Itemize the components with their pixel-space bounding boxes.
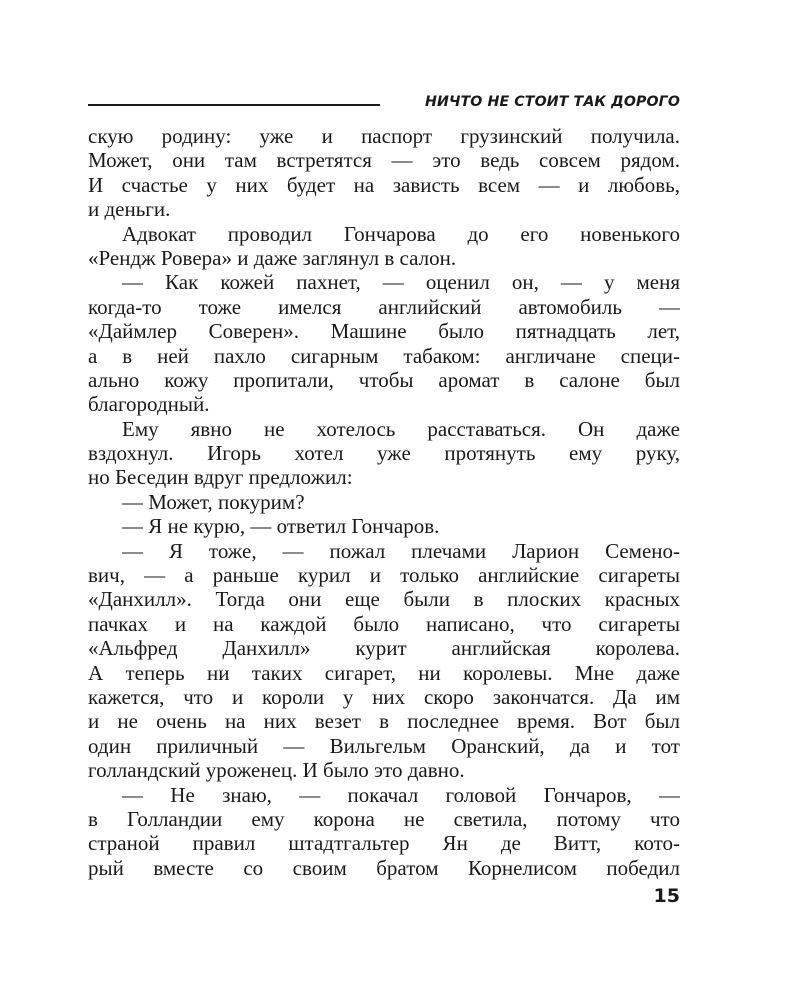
text-line: страной правил штадтгальтер Ян де Витт, кото-	[88, 831, 680, 856]
text-line: «Рендж Ровера» и даже заглянул в салон.	[88, 245, 457, 270]
text-line: — Не знаю, — покачал головой Гончаров, —	[122, 782, 680, 807]
running-title: НИЧТО НЕ СТОИТ ТАК ДОРОГО	[425, 94, 680, 110]
text-line: но Беседин вдруг предложил:	[88, 465, 353, 490]
text-line: И счастье у них будет на зависть всем — и любовь,	[88, 172, 680, 197]
text-line: ально кожу пропитали, чтобы аромат в салоне был	[88, 367, 680, 392]
text-line: а в ней пахло сигарным табаком: англичане специ-	[88, 343, 680, 368]
text-line: — Как кожей пахнет, — оценил он, — у меня	[122, 270, 680, 295]
text-line: вич, — а раньше курил и только английские сигареты	[88, 563, 680, 588]
text-line: и деньги.	[88, 197, 171, 222]
text-line: в Голландии ему корона не светила, потому что	[88, 806, 680, 831]
text-line: рый вместе со своим братом Корнелисом победил	[88, 855, 680, 880]
text-line: — Я не курю, — ответил Гончаров.	[122, 514, 440, 539]
text-line: Адвокат проводил Гончарова до его новенького	[122, 221, 680, 246]
text-line: скую родину: уже и паспорт грузинский получила.	[88, 124, 680, 148]
text-line: «Данхилл». Тогда они еще были в плоских красных	[88, 587, 680, 612]
text-line: «Альфред Данхилл» курит английская королева.	[88, 636, 680, 661]
text-line: — Может, покурим?	[122, 489, 305, 514]
text-line: А теперь ни таких сигарет, ни королевы. Мне даже	[88, 660, 680, 685]
text-line: кажется, что и короли у них скоро закончатся. Да им	[88, 684, 680, 709]
text-line: голландский уроженец. И было это давно.	[88, 758, 465, 783]
header-rule	[88, 104, 380, 106]
text-line: — Я тоже, — пожал плечами Ларион Семено-	[122, 538, 680, 563]
page-number: 15	[653, 885, 680, 907]
text-line: Может, они там встретятся — это ведь совсем рядом.	[88, 148, 680, 173]
text-line: и не очень на них везет в последнее время. Вот был	[88, 709, 680, 734]
body-text	[88, 124, 680, 880]
text-line: «Даймлер Соверен». Машине было пятнадцать лет,	[88, 319, 680, 344]
text-line: когда-то тоже имелся английский автомобиль —	[88, 294, 680, 319]
text-line: благородный.	[88, 392, 210, 417]
text-line: пачках и на каждой было написано, что сигареты	[88, 611, 680, 636]
text-line: Ему явно не хотелось расставаться. Он даже	[122, 416, 680, 441]
text-line: один приличный — Вильгельм Оранский, да и тот	[88, 733, 680, 758]
running-header	[88, 92, 680, 112]
text-line: вздохнул. Игорь хотел уже протянуть ему руку,	[88, 441, 680, 466]
